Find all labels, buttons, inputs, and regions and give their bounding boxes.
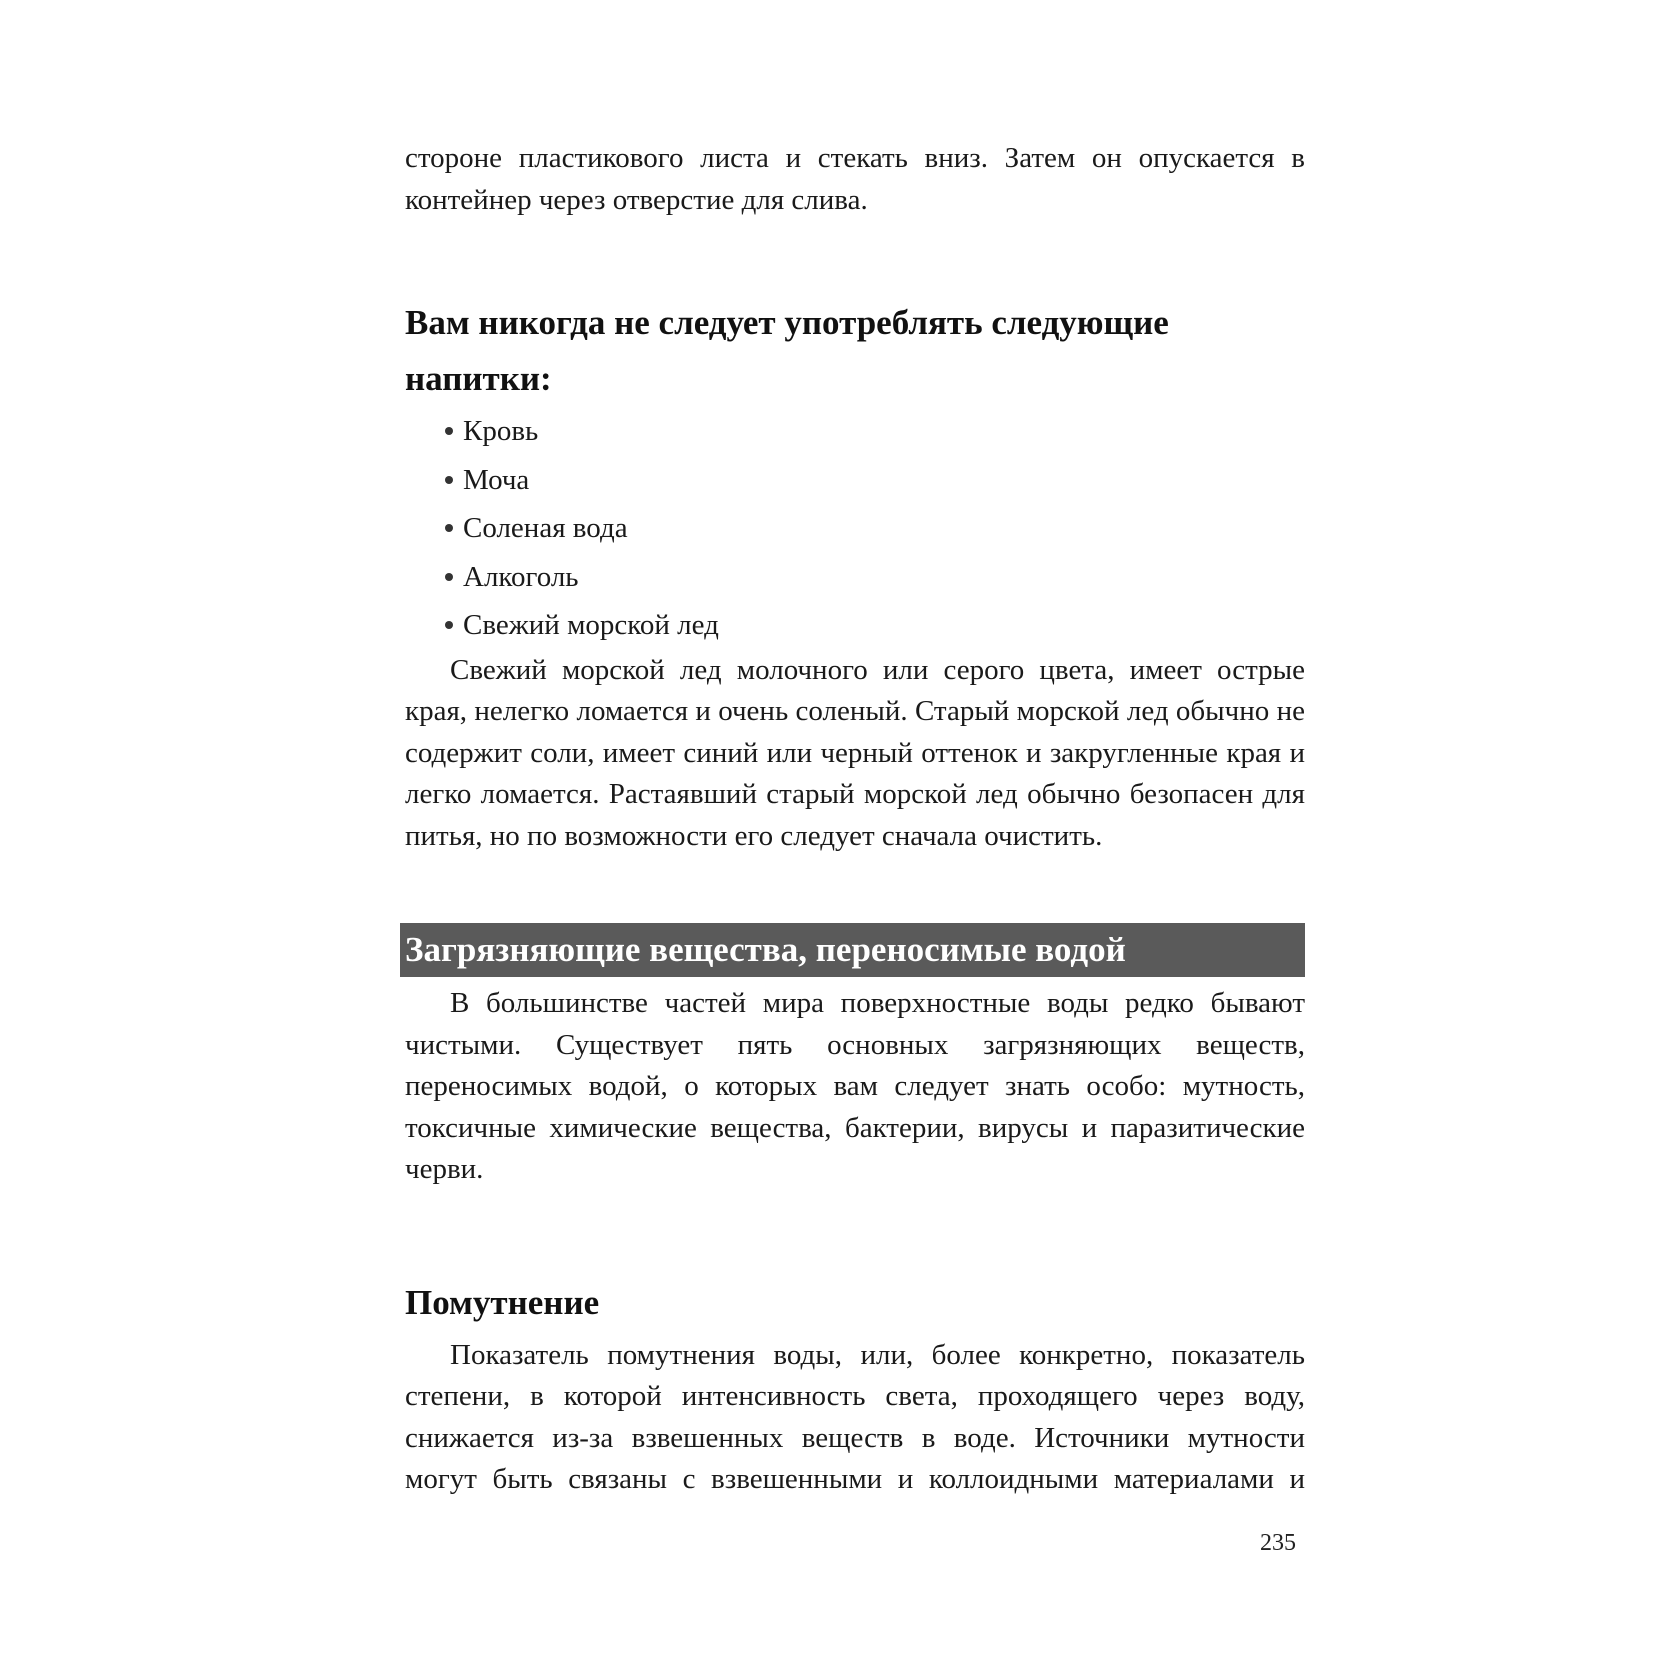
- heading-never-drink: Вам никогда не следует употреблять следующие напитки:: [405, 303, 1169, 398]
- bullet-icon: [445, 573, 453, 581]
- list-item: [445, 504, 1305, 553]
- spacer: [405, 1191, 1305, 1275]
- list-item-label: Соленая вода: [463, 512, 628, 544]
- list-item: [445, 407, 1305, 456]
- list-item-label: Моча: [463, 463, 530, 496]
- never-drink-list: [405, 407, 1305, 650]
- bullet-icon: [445, 476, 453, 484]
- list-item: [445, 601, 1305, 650]
- bullet-icon: [445, 524, 453, 532]
- list-item-label: Алкоголь: [463, 560, 579, 593]
- list-item-label: Кровь: [463, 415, 539, 447]
- heading-turbidity: Помутнение: [405, 1282, 600, 1322]
- list-item-label: Свежий морской лед: [463, 609, 719, 641]
- paragraph-turbidity: Показатель помутнения воды, или, более конкретно, показатель степени, в которой интенсивность света, проходящего через воду, снижается из-за взвешенных веществ в воде. Источники мутности могут быть связаны с взвешенными и коллоидными материалами и: [405, 1338, 1305, 1495]
- page-number: 235: [1260, 1530, 1296, 1556]
- page-content: [405, 138, 1305, 1501]
- list-item: [445, 456, 1305, 505]
- paragraph-sea-ice: Свежий морской лед молочного или серого цвета, имеет острые края, нелегко ломается и очень соленый. Старый морской лед обычно не содержит соли, имеет синий или черный оттенок и закругленные края и легко ломается. Растаявший старый морской лед обычно безопасен для питья, но по возможности его следует сначала очистить.: [405, 653, 1305, 852]
- bullet-icon: [445, 427, 453, 435]
- spacer: [405, 857, 1305, 923]
- paragraph-top: стороне пластикового листа и стекать вниз. Затем он опускается в контейнер через отверстие для слива.: [405, 142, 1305, 216]
- spacer: [405, 221, 1305, 295]
- list-item: [445, 553, 1305, 602]
- bullet-icon: [445, 621, 453, 629]
- section-band-contaminants: Загрязняющие вещества, переносимые водой: [400, 923, 1305, 977]
- paragraph-contaminants: В большинстве частей мира поверхностные воды редко бывают чистыми. Существует пять основных загрязняющих веществ, переносимых водой, о которых вам следует знать особо: мутность, токсичные химические вещества, бактерии, вирусы и паразитические черви.: [405, 987, 1305, 1185]
